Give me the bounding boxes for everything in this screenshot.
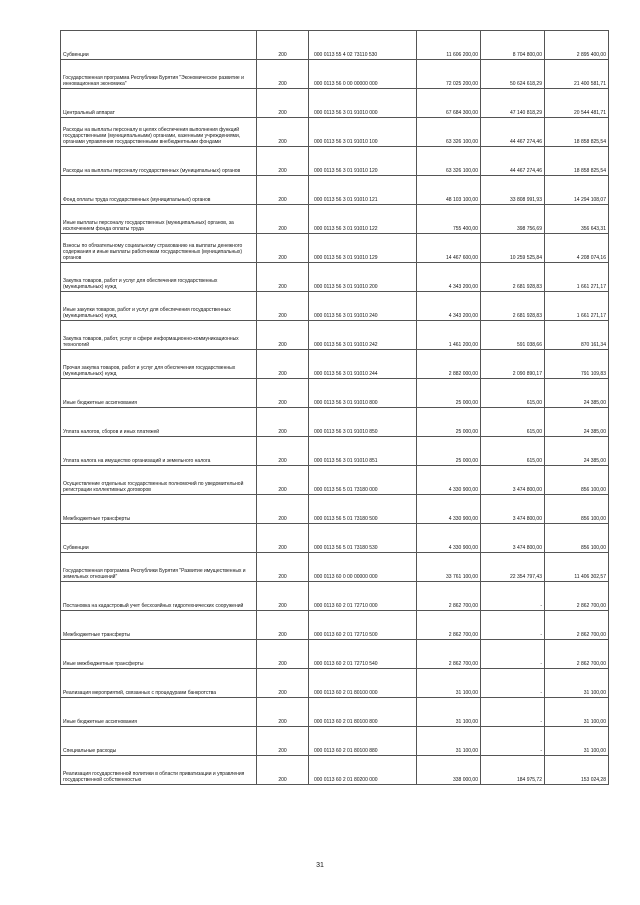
row-executed-cell: 44 467 274,46 — [481, 118, 545, 147]
table-row — [61, 321, 609, 350]
row-code-cell: 200 — [257, 379, 309, 408]
row-remaining-cell: 14 294 108,07 — [545, 176, 609, 205]
row-assigned-cell: 1 461 200,00 — [417, 321, 481, 350]
row-remaining-cell: 31 100,00 — [545, 727, 609, 756]
row-assigned-cell: 2 862 700,00 — [417, 582, 481, 611]
table-body — [61, 31, 609, 785]
row-executed-cell: 615,00 — [481, 408, 545, 437]
row-remaining-cell: 356 643,31 — [545, 205, 609, 234]
row-kbk-cell: 000 0113 56 0 00 00000 000 — [309, 60, 417, 89]
row-assigned-cell: 33 761 100,00 — [417, 553, 481, 582]
row-kbk-cell: 000 0113 56 5 01 73180 530 — [309, 524, 417, 553]
row-kbk-cell: 000 0113 56 5 01 73180 000 — [309, 466, 417, 495]
row-kbk-cell: 000 0113 60 2 01 80100 800 — [309, 698, 417, 727]
row-code-cell: 200 — [257, 176, 309, 205]
row-assigned-cell: 2 862 700,00 — [417, 611, 481, 640]
row-code-cell: 200 — [257, 89, 309, 118]
row-executed-cell: - — [481, 640, 545, 669]
row-name-cell: Уплата налогов, сборов и иных платежей — [61, 408, 257, 437]
row-executed-cell: 44 467 274,46 — [481, 147, 545, 176]
row-code-cell: 200 — [257, 321, 309, 350]
row-remaining-cell: 791 109,83 — [545, 350, 609, 379]
table-row — [61, 205, 609, 234]
row-name-cell: Уплата налога на имущество организаций и земельного налога — [61, 437, 257, 466]
row-assigned-cell: 72 025 200,00 — [417, 60, 481, 89]
table-row — [61, 437, 609, 466]
row-name-cell: Иные межбюджетные трансферты — [61, 640, 257, 669]
row-kbk-cell: 000 0113 60 0 00 00000 000 — [309, 553, 417, 582]
row-name-cell: Осуществление отдельных государственных полномочий по уведомительной регистрации коллективных договоров — [61, 466, 257, 495]
row-executed-cell: - — [481, 727, 545, 756]
table-row — [61, 582, 609, 611]
row-assigned-cell: 4 343 200,00 — [417, 292, 481, 321]
row-executed-cell: 398 756,69 — [481, 205, 545, 234]
row-code-cell: 200 — [257, 205, 309, 234]
row-kbk-cell: 000 0113 56 3 01 91010 000 — [309, 89, 417, 118]
row-remaining-cell: 18 858 825,54 — [545, 147, 609, 176]
row-remaining-cell: 2 895 400,00 — [545, 31, 609, 60]
table-row — [61, 234, 609, 263]
row-code-cell: 200 — [257, 582, 309, 611]
row-executed-cell: - — [481, 611, 545, 640]
row-executed-cell: 33 808 991,93 — [481, 176, 545, 205]
row-assigned-cell: 31 100,00 — [417, 727, 481, 756]
row-name-cell: Иные бюджетные ассигнования — [61, 698, 257, 727]
row-name-cell: Закупка товаров, работ и услуг для обеспечения государственных (муниципальных) нужд — [61, 263, 257, 292]
row-name-cell: Центральный аппарат — [61, 89, 257, 118]
row-assigned-cell: 4 330 900,00 — [417, 495, 481, 524]
row-name-cell: Реализация мероприятий, связанных с процедурами банкротства — [61, 669, 257, 698]
row-assigned-cell: 4 330 900,00 — [417, 466, 481, 495]
row-name-cell: Специальные расходы — [61, 727, 257, 756]
row-kbk-cell: 000 0113 60 2 01 72710 000 — [309, 582, 417, 611]
row-executed-cell: 3 474 800,00 — [481, 466, 545, 495]
row-kbk-cell: 000 0113 55 4 02 73110 530 — [309, 31, 417, 60]
row-name-cell: Взносы по обязательному социальному страхованию на выплаты денежного содержания и иные выплаты работникам государственных (муниципальных) органов — [61, 234, 257, 263]
row-assigned-cell: 2 862 700,00 — [417, 640, 481, 669]
table-row — [61, 466, 609, 495]
row-executed-cell: - — [481, 582, 545, 611]
table-row — [61, 408, 609, 437]
row-assigned-cell: 67 684 300,00 — [417, 89, 481, 118]
row-assigned-cell: 2 882 000,00 — [417, 350, 481, 379]
row-assigned-cell: 25 000,00 — [417, 437, 481, 466]
row-name-cell: Государственная программа Республики Бурятия "Экономическое развитие и инновационная экономика" — [61, 60, 257, 89]
row-name-cell: Субвенции — [61, 31, 257, 60]
row-kbk-cell: 000 0113 60 2 01 80100 880 — [309, 727, 417, 756]
table-row — [61, 31, 609, 60]
row-executed-cell: 22 354 797,43 — [481, 553, 545, 582]
row-remaining-cell: 870 161,34 — [545, 321, 609, 350]
table-row — [61, 176, 609, 205]
row-name-cell: Постановка на кадастровый учет бесхозяйных гидротехнических сооружений — [61, 582, 257, 611]
table-row — [61, 379, 609, 408]
table-row — [61, 698, 609, 727]
row-code-cell: 200 — [257, 60, 309, 89]
row-code-cell: 200 — [257, 524, 309, 553]
row-remaining-cell: 11 406 302,57 — [545, 553, 609, 582]
table-row — [61, 263, 609, 292]
row-executed-cell: 615,00 — [481, 437, 545, 466]
row-executed-cell: 615,00 — [481, 379, 545, 408]
row-name-cell: Иные закупки товаров, работ и услуг для обеспечения государственных (муниципальных) нужд — [61, 292, 257, 321]
table-row — [61, 756, 609, 785]
row-executed-cell: 2 090 890,17 — [481, 350, 545, 379]
row-remaining-cell: 31 100,00 — [545, 669, 609, 698]
budget-table-sheet — [60, 30, 608, 785]
row-assigned-cell: 63 326 100,00 — [417, 147, 481, 176]
row-code-cell: 200 — [257, 756, 309, 785]
row-assigned-cell: 25 000,00 — [417, 379, 481, 408]
row-kbk-cell: 000 0113 56 3 01 91010 100 — [309, 118, 417, 147]
row-remaining-cell: 31 100,00 — [545, 698, 609, 727]
row-name-cell: Государственная программа Республики Бурятия "Развитие имущественных и земельных отношений" — [61, 553, 257, 582]
row-executed-cell: 2 681 928,83 — [481, 263, 545, 292]
row-code-cell: 200 — [257, 31, 309, 60]
row-kbk-cell: 000 0113 56 3 01 91010 244 — [309, 350, 417, 379]
row-executed-cell: 2 681 928,83 — [481, 292, 545, 321]
row-kbk-cell: 000 0113 60 2 01 80200 000 — [309, 756, 417, 785]
row-assigned-cell: 755 400,00 — [417, 205, 481, 234]
row-kbk-cell: 000 0113 56 3 01 91010 800 — [309, 379, 417, 408]
row-name-cell: Межбюджетные трансферты — [61, 611, 257, 640]
row-name-cell: Межбюджетные трансферты — [61, 495, 257, 524]
table-row — [61, 553, 609, 582]
row-assigned-cell: 338 000,00 — [417, 756, 481, 785]
row-code-cell: 200 — [257, 640, 309, 669]
table-row — [61, 640, 609, 669]
table-row — [61, 60, 609, 89]
row-remaining-cell: 4 208 074,16 — [545, 234, 609, 263]
row-kbk-cell: 000 0113 60 2 01 80100 000 — [309, 669, 417, 698]
row-remaining-cell: 2 862 700,00 — [545, 640, 609, 669]
row-remaining-cell: 856 100,00 — [545, 524, 609, 553]
row-kbk-cell: 000 0113 56 3 01 91010 240 — [309, 292, 417, 321]
row-name-cell: Субвенции — [61, 524, 257, 553]
budget-execution-table — [60, 30, 609, 785]
row-remaining-cell: 1 661 271,17 — [545, 292, 609, 321]
row-remaining-cell: 20 544 481,71 — [545, 89, 609, 118]
row-code-cell: 200 — [257, 292, 309, 321]
row-kbk-cell: 000 0113 56 3 01 91010 120 — [309, 147, 417, 176]
row-remaining-cell: 2 862 700,00 — [545, 611, 609, 640]
row-code-cell: 200 — [257, 437, 309, 466]
row-assigned-cell: 63 326 100,00 — [417, 118, 481, 147]
row-kbk-cell: 000 0113 56 3 01 91010 122 — [309, 205, 417, 234]
row-executed-cell: 47 140 818,29 — [481, 89, 545, 118]
table-row — [61, 292, 609, 321]
row-remaining-cell: 153 024,28 — [545, 756, 609, 785]
row-executed-cell: 8 704 800,00 — [481, 31, 545, 60]
row-executed-cell: - — [481, 698, 545, 727]
row-name-cell: Расходы на выплаты персоналу в целях обеспечения выполнения функций государственными (муниципальными) органами, казенными учреждениями, органами управления государственными внебюджетными фондами — [61, 118, 257, 147]
row-executed-cell: 3 474 800,00 — [481, 524, 545, 553]
row-assigned-cell: 31 100,00 — [417, 669, 481, 698]
table-row — [61, 495, 609, 524]
row-remaining-cell: 21 400 581,71 — [545, 60, 609, 89]
row-assigned-cell: 4 330 900,00 — [417, 524, 481, 553]
row-remaining-cell: 24 385,00 — [545, 437, 609, 466]
row-code-cell: 200 — [257, 350, 309, 379]
row-assigned-cell: 31 100,00 — [417, 698, 481, 727]
row-remaining-cell: 2 862 700,00 — [545, 582, 609, 611]
row-assigned-cell: 48 103 100,00 — [417, 176, 481, 205]
row-code-cell: 200 — [257, 118, 309, 147]
table-row — [61, 89, 609, 118]
row-assigned-cell: 14 467 600,00 — [417, 234, 481, 263]
row-code-cell: 200 — [257, 408, 309, 437]
row-code-cell: 200 — [257, 698, 309, 727]
table-row — [61, 524, 609, 553]
row-assigned-cell: 25 000,00 — [417, 408, 481, 437]
row-executed-cell: 10 259 525,84 — [481, 234, 545, 263]
table-row — [61, 611, 609, 640]
row-code-cell: 200 — [257, 495, 309, 524]
row-executed-cell: - — [481, 669, 545, 698]
table-row — [61, 669, 609, 698]
row-kbk-cell: 000 0113 56 3 01 91010 121 — [309, 176, 417, 205]
row-remaining-cell: 856 100,00 — [545, 495, 609, 524]
row-kbk-cell: 000 0113 56 3 01 91010 129 — [309, 234, 417, 263]
row-kbk-cell: 000 0113 56 5 01 73180 500 — [309, 495, 417, 524]
row-executed-cell: 3 474 800,00 — [481, 495, 545, 524]
row-code-cell: 200 — [257, 611, 309, 640]
row-executed-cell: 50 624 618,29 — [481, 60, 545, 89]
page-number: 31 — [316, 862, 324, 869]
row-name-cell: Закупка товаров, работ, услуг в сфере информационно-коммуникационных технологий — [61, 321, 257, 350]
row-code-cell: 200 — [257, 669, 309, 698]
table-row — [61, 350, 609, 379]
row-assigned-cell: 4 343 200,00 — [417, 263, 481, 292]
row-assigned-cell: 11 606 200,00 — [417, 31, 481, 60]
row-kbk-cell: 000 0113 56 3 01 91010 850 — [309, 408, 417, 437]
row-code-cell: 200 — [257, 234, 309, 263]
row-kbk-cell: 000 0113 56 3 01 91010 851 — [309, 437, 417, 466]
row-name-cell: Иные бюджетные ассигнования — [61, 379, 257, 408]
row-executed-cell: 591 038,66 — [481, 321, 545, 350]
row-code-cell: 200 — [257, 727, 309, 756]
row-code-cell: 200 — [257, 263, 309, 292]
row-name-cell: Фонд оплаты труда государственных (муниципальных) органов — [61, 176, 257, 205]
row-kbk-cell: 000 0113 56 3 01 91010 200 — [309, 263, 417, 292]
row-kbk-cell: 000 0113 60 2 01 72710 500 — [309, 611, 417, 640]
row-executed-cell: 184 975,72 — [481, 756, 545, 785]
row-name-cell: Иные выплаты персоналу государственных (муниципальных) органов, за исключением фонда оплаты труда — [61, 205, 257, 234]
row-name-cell: Реализация государственной политики в области приватизации и управления государственной собственностью — [61, 756, 257, 785]
row-remaining-cell: 856 100,00 — [545, 466, 609, 495]
table-row — [61, 118, 609, 147]
row-remaining-cell: 24 385,00 — [545, 379, 609, 408]
row-remaining-cell: 1 661 271,17 — [545, 263, 609, 292]
row-remaining-cell: 18 858 825,54 — [545, 118, 609, 147]
row-code-cell: 200 — [257, 466, 309, 495]
row-kbk-cell: 000 0113 60 2 01 72710 540 — [309, 640, 417, 669]
row-name-cell: Расходы на выплаты персоналу государственных (муниципальных) органов — [61, 147, 257, 176]
row-name-cell: Прочая закупка товаров, работ и услуг для обеспечения государственных (муниципальных) нужд — [61, 350, 257, 379]
table-row — [61, 727, 609, 756]
row-remaining-cell: 24 385,00 — [545, 408, 609, 437]
row-kbk-cell: 000 0113 56 3 01 91010 242 — [309, 321, 417, 350]
row-code-cell: 200 — [257, 553, 309, 582]
row-code-cell: 200 — [257, 147, 309, 176]
table-row — [61, 147, 609, 176]
